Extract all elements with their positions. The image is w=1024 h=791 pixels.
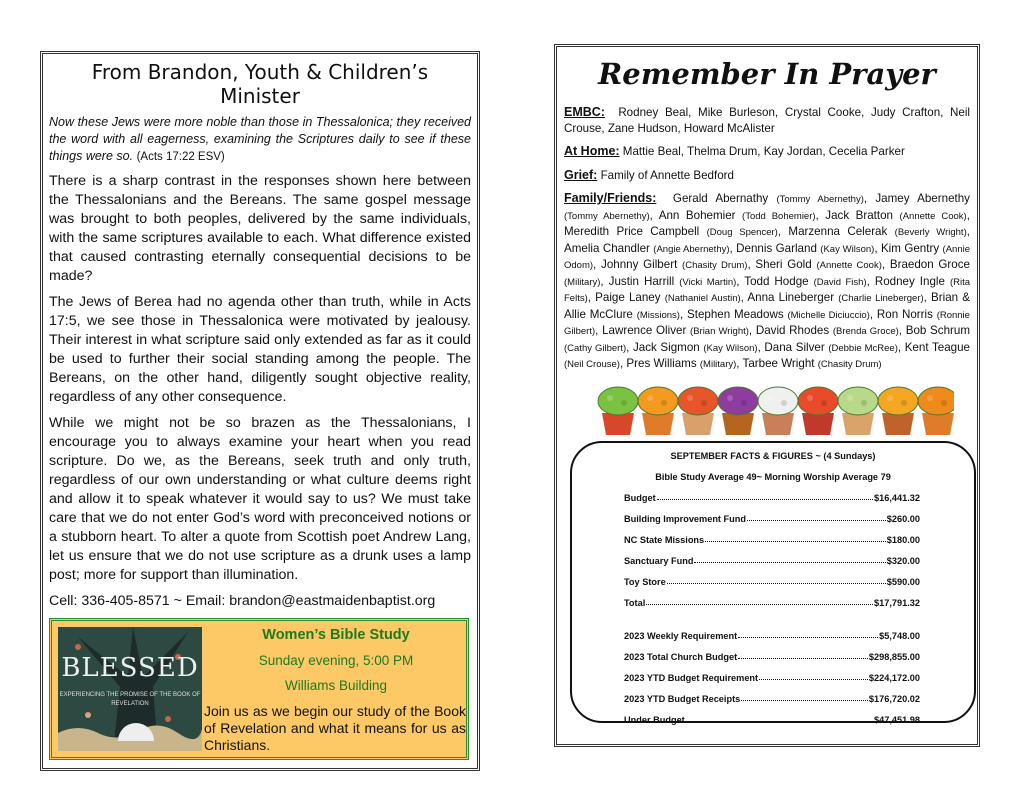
facts-row: [624, 535, 920, 545]
prayer-name: Sheri Gold: [755, 258, 812, 271]
facts-label: 2023 YTD Budget Receipts: [624, 693, 741, 704]
flower-pot: [798, 387, 838, 435]
prayer-at-home: [564, 144, 970, 160]
facts-row: [624, 493, 920, 503]
facts-value: $16,441.32: [874, 492, 920, 503]
flower-pot: [838, 387, 878, 435]
flower-pot: [598, 387, 638, 435]
facts-value: $176,720.02: [868, 693, 920, 704]
flower-pot: [718, 387, 758, 435]
book-title: BLESSED: [61, 653, 199, 683]
prayer-embc: [564, 105, 970, 136]
facts-label: Toy Store: [624, 576, 666, 587]
contact-info: Cell: 336-405-8571 ~ Email: brandon@eastmaidenbaptist.org: [49, 593, 436, 609]
prayer-relation: (David Fish): [813, 276, 867, 288]
prayer-relation: (Beverly Wright): [894, 227, 967, 238]
facts-label: Building Improvement Fund: [624, 513, 746, 524]
prayer-relation: (Chasity Drum): [817, 359, 882, 370]
prayer-relation: (Missions): [636, 309, 680, 321]
womens-bible-study-box: [49, 618, 469, 760]
prayer-name: David Rhodes: [755, 324, 830, 337]
book-subtitle: EXPERIENCING THE PROMISE OF THE BOOK OF REVELATION: [59, 692, 201, 707]
prayer-relation: (Annette Cook): [816, 260, 882, 271]
facts-label: Under Budget: [624, 714, 685, 725]
prayer-name: Jack Bratton: [825, 208, 894, 222]
dot-leader: [738, 631, 878, 638]
facts-value: $180.00: [886, 534, 920, 545]
prayer-relation: (Tommy Abernethy): [564, 210, 650, 222]
tree-illustration: [58, 627, 202, 751]
prayer-relation: (Kay Wilson): [820, 243, 875, 255]
prayer-name: Dana Silver: [764, 340, 825, 354]
prayer-family-friends: Family/Friends: Gerald Abernathy (Tommy Abernethy), Jamey Abernethy (Tommy Abernethy), Ann Bohemier (Todd Bohemier), Jack Bratton (Annette Cook), Meredith Price Campbell (Doug Spencer), Marzenna Celerak (Beverly Wright), Amelia Chandler (Angie Abernethy), Dennis Garland (Kay Wilson), Kim Gentry (Annie Odom), Johnny Gilbert (Chasity Drum), Sheri Gold (Annette Cook), Braedon Groce (Military), Justin Harrill (Vicki Martin), Todd Hodge (David Fish), Rodney Ingle (Rita Felts), Paige Laney (Nathaniel Austin), Anna Lineberger (Charlie Lineberger), Brian & Allie McClure (Missions), Stephen Meadows (Michelle Diciuccio), Ron Norris (Ronnie Gilbert), Lawrence Oliver (Brian Wright), David Rhodes (Brenda Groce), Bob Schrum (Cathy Gilbert), Jack Sigmon (Kay Wilson), Dana Silver (Debbie McRee), Kent Teague (Neil Crouse), Pres Williams (Military), Tarbee Wright (Chasity Drum): [564, 191, 971, 370]
facts-value: $17,791.32: [874, 597, 920, 608]
flower-pot: [638, 387, 678, 435]
prayer-name: Ron Norris: [876, 307, 933, 321]
scripture-verse: [49, 114, 471, 166]
home-names: Mattie Beal, Thelma Drum, Kay Jordan, Cecelia Parker: [622, 145, 905, 158]
prayer-name: Jamey Abernethy: [875, 192, 970, 205]
facts-row: [624, 673, 920, 683]
facts-value: $5,748.00: [879, 630, 920, 641]
facts-value: $47,451.98: [874, 714, 920, 725]
facts-value: $320.00: [886, 555, 920, 566]
prayer-relation: (Annette Cook): [899, 210, 967, 222]
prayer-name: Lawrence Oliver: [602, 324, 687, 337]
facts-label: NC State Missions: [624, 534, 705, 545]
prayer-name: Ann Bohemier: [658, 208, 736, 222]
embc-names: Rodney Beal, Mike Burleson, Crystal Cooke, Judy Crafton, Neil Crouse, Zane Hudson, Howard McAlister: [564, 106, 970, 135]
paragraph: While we might not be so brazen as the Thessalonians, I encourage you to always examine your heart when you read scripture. Do we, as the Bereans, seek truth and only truth, regardless of our own understanding or what culture deems right and allow it to speak whatever it would say to us? We must take care that we do not enter God’s word with preconceived notions or a stubborn heart. To alter a quote from Scottish poet Andrew Lang, let us ensure that we do not use scripture as a drunk uses a lamp post; more for support than illumination.: [49, 415, 471, 583]
facts-label: 2023 Weekly Requirement: [624, 630, 738, 641]
bible-study-location: Williams Building: [284, 678, 388, 693]
grief-names: Family of Annette Bedford: [600, 168, 734, 182]
prayer-relation: (Neil Crouse): [564, 359, 620, 370]
facts-value: $590.00: [886, 576, 920, 587]
paragraph: There is a sharp contrast in the responses shown here between the Thessalonians and the Bereans. The same gospel message was brought to both peoples, delivered by the same individuals, with the same scriptures available to each. What difference existed that caused contrasting eternally consequential decisions to be made?: [49, 173, 471, 284]
prayer-name: Amelia Chandler: [564, 241, 650, 255]
prayer-name: Justin Harrill: [608, 274, 675, 288]
dot-leader: [686, 715, 873, 722]
prayer-name: Kim Gentry: [880, 241, 940, 255]
flower-pots-illustration: [592, 383, 954, 435]
prayer-relation: (Cathy Gilbert): [564, 342, 627, 354]
dot-leader: [657, 493, 873, 500]
prayer-name: Brian & Allie McClure: [564, 291, 971, 321]
verse-text: Now these Jews were more noble than those in Thessalonica; they received the word with all eagerness, examining the Scriptures daily to see if these things were so.: [49, 115, 471, 163]
prayer-relation: (Todd Bohemier): [742, 210, 816, 222]
home-label: At Home:: [564, 144, 620, 158]
flower-pot: [918, 387, 954, 435]
bible-study-time: Sunday evening, 5:00 PM: [258, 653, 414, 668]
dot-leader: [741, 694, 868, 701]
prayer-relation: (Charlie Lineberger): [838, 293, 924, 304]
prayer-relation: (Chasity Drum): [682, 260, 748, 271]
grief-label: Grief:: [564, 167, 598, 182]
flower-pot: [758, 387, 798, 435]
dot-leader: [747, 514, 886, 521]
bible-study-title: Women’s Bible Study: [262, 627, 410, 643]
dot-leader: [667, 577, 886, 584]
prayer-name: Johnny Gilbert: [601, 258, 678, 271]
prayer-relation: (Kay Wilson): [703, 342, 758, 354]
prayer-name: Kent Teague: [904, 340, 970, 354]
prayer-name: Tarbee Wright: [742, 357, 815, 370]
prayer-relation: (Ronnie Gilbert): [564, 309, 970, 337]
dot-leader: [694, 556, 885, 563]
prayer-relation: (Brian Wright): [690, 326, 749, 337]
prayer-relation: (Rita Felts): [564, 276, 971, 304]
facts-heading: SEPTEMBER FACTS & FIGURES ~ (4 Sundays): [670, 450, 876, 461]
facts-value: $298,855.00: [868, 651, 920, 662]
facts-row: [624, 556, 920, 566]
facts-row: [624, 694, 920, 704]
prayer-relation: (Vicki Martin): [679, 276, 737, 288]
prayer-grief: [564, 168, 970, 184]
facts-value: $260.00: [886, 513, 920, 524]
facts-label: 2023 Total Church Budget: [624, 651, 738, 662]
prayer-name: Bob Schrum: [905, 324, 970, 337]
paragraph: The Jews of Berea had no agenda other than truth, while in Acts 17:5, we see those in Thessalonica were motivated by jealousy. Their interest in what scripture said only extended as far as it could be used to further their social standing among the people. The Bereans, on the other hand, diligently sought objective reality, regardless of any other consequence.: [49, 294, 471, 405]
prayer-column: [554, 44, 980, 747]
embc-label: EMBC:: [564, 105, 605, 119]
facts-row: [624, 715, 920, 725]
prayer-name: Meredith Price Campbell: [564, 225, 700, 238]
verse-reference: (Acts 17:22 ESV): [136, 151, 225, 163]
dot-leader: [759, 673, 868, 680]
family-label: Family/Friends:: [564, 191, 657, 205]
prayer-relation: (Angie Abernethy): [653, 243, 730, 255]
prayer-title: Remember In Prayer: [598, 57, 936, 91]
prayer-name: Gerald Abernathy: [672, 192, 769, 205]
dot-leader: [646, 598, 873, 605]
prayer-name: Pres Williams: [626, 357, 697, 370]
prayer-name: Todd Hodge: [744, 274, 809, 288]
facts-row: [624, 631, 920, 641]
dot-leader: [738, 652, 868, 659]
facts-row: [624, 652, 920, 662]
prayer-relation: (Michelle Diciuccio): [787, 309, 870, 321]
facts-row: [624, 598, 920, 608]
facts-label: 2023 YTD Budget Requirement: [624, 672, 759, 683]
prayer-relation: (Nathaniel Austin): [664, 293, 741, 304]
column-title: From Brandon, Youth & Children’s Minister: [91, 60, 429, 108]
bible-study-description: Join us as we begin our study of the Book of Revelation and what it means for us as Christians.: [204, 703, 466, 753]
prayer-name: Anna Lineberger: [747, 291, 835, 304]
prayer-relation: (Military): [564, 276, 601, 288]
prayer-name: Stephen Meadows: [687, 307, 784, 321]
facts-value: $224,172.00: [868, 672, 920, 683]
prayer-name: Paige Laney: [595, 291, 661, 304]
dot-leader: [705, 535, 886, 542]
facts-label: Budget: [624, 492, 656, 503]
prayer-name: Marzenna Celerak: [788, 225, 888, 238]
prayer-relation: (Doug Spencer): [706, 227, 778, 238]
attendance-averages: Bible Study Average 49~ Morning Worship Average 79: [655, 471, 891, 482]
prayer-relation: (Tommy Abernethy): [776, 194, 864, 205]
prayer-name: Dennis Garland: [736, 241, 817, 255]
prayer-relation: (Military): [699, 359, 737, 370]
prayer-relation: (Annie Odom): [564, 243, 970, 271]
book-cover-image: [58, 627, 202, 751]
prayer-name: Rodney Ingle: [874, 274, 945, 288]
flower-pot: [878, 387, 918, 435]
prayer-relation: (Brenda Groce): [832, 326, 899, 337]
flower-pot: [678, 387, 718, 435]
facts-label: Sanctuary Fund: [624, 555, 694, 566]
facts-figures-box: [570, 441, 976, 723]
prayer-name: Jack Sigmon: [632, 340, 700, 354]
prayer-name: Braedon Groce: [889, 258, 970, 271]
facts-label: Total: [624, 597, 646, 608]
youth-minister-column: [40, 51, 480, 771]
facts-row: [624, 577, 920, 587]
facts-row: [624, 514, 920, 524]
prayer-relation: (Debbie McRee): [828, 342, 898, 354]
